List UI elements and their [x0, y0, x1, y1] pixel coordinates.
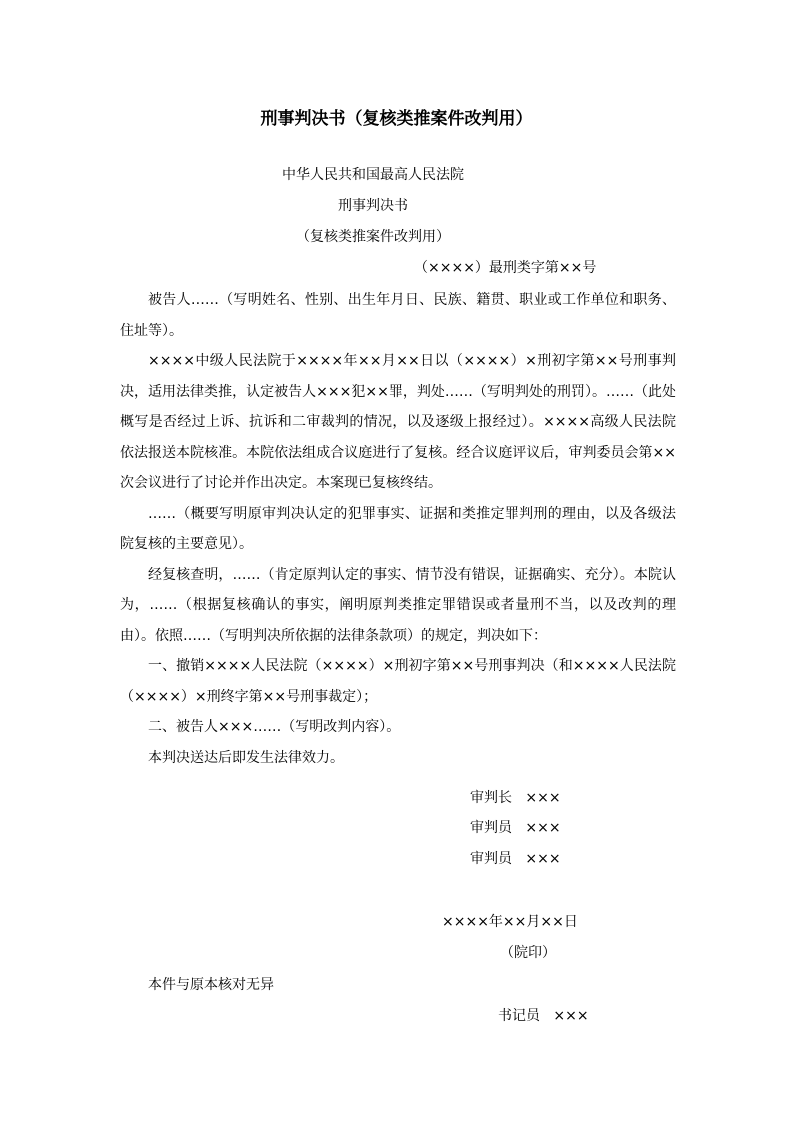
- signature-presiding-judge: [470, 788, 561, 808]
- paragraph-ruling-two: 二、被告人×××……（写明改判内容）。: [148, 719, 401, 735]
- document-title: 刑事判决书（复核类推案件改判用）: [260, 109, 533, 129]
- document-usage: （复核类推案件改判用）: [296, 229, 450, 245]
- paragraph-review: 经复核查明，……（肯定原判认定的事实、情节没有错误，证据确实、充分）。本院认为，……（根据复核确认的事实，阐明原判类推定罪错误或者量刑不当，以及改判的理由）。依照……（写明判决所依据的法律条款项）的规定，判决如下：: [120, 566, 676, 644]
- paragraph-ruling-one: 一、撤销××××人民法院（××××）×刑初字第××号刑事判决（和××××人民法院（××××）×刑终字第××号刑事裁定）；: [120, 658, 676, 705]
- signature-role: 审判员: [470, 820, 512, 836]
- paragraph-procedure: ××××中级人民法院于××××年××月××日以（××××）×刑初字第××号刑事判决，适用法律类推，认定被告人×××犯××罪，判处……（写明判处的刑罚）。……（此处概写是否经过上诉、抗诉和二审裁判的情况，以及逐级上报经过）。××××高级人民法院依法报送本院核准。本院依法组成合议庭进行了复核。经合议庭评议后，审判委员会第××次会议进行了讨论并作出决定。本案现已复核终结。: [120, 353, 676, 491]
- clerk-signature: [498, 1006, 589, 1026]
- signature-role: 审判员: [470, 851, 512, 867]
- signature-role: 审判长: [470, 790, 512, 806]
- judgment-body: [120, 285, 676, 773]
- signature-judge-1: [470, 818, 561, 838]
- paragraph-original-findings: ……（概要写明原审判决认定的犯罪事实、证据和类推定罪判刑的理由，以及各级法院复核的主要意见）。: [120, 505, 676, 552]
- clerk-name: ×××: [553, 1008, 589, 1024]
- paragraph-effect: 本判决送达后即发生法律效力。: [148, 749, 344, 766]
- document-type: 刑事判决书: [338, 198, 408, 214]
- court-seal: （院印）: [500, 945, 556, 961]
- judgment-date: ××××年××月××日: [442, 914, 578, 930]
- signature-name: ×××: [525, 820, 561, 836]
- signature-name: ×××: [525, 790, 561, 806]
- verification-note: 本件与原本核对无异: [148, 977, 274, 993]
- court-name: 中华人民共和国最高人民法院: [282, 167, 464, 183]
- signature-name: ×××: [525, 851, 561, 867]
- case-number: （××××）最刑类字第××号: [414, 260, 597, 276]
- clerk-role: 书记员: [498, 1008, 540, 1024]
- signature-judge-2: [470, 849, 561, 869]
- paragraph-defendant: 被告人……（写明姓名、性别、出生年月日、民族、籍贯、职业或工作单位和职务、住址等）。: [120, 292, 676, 339]
